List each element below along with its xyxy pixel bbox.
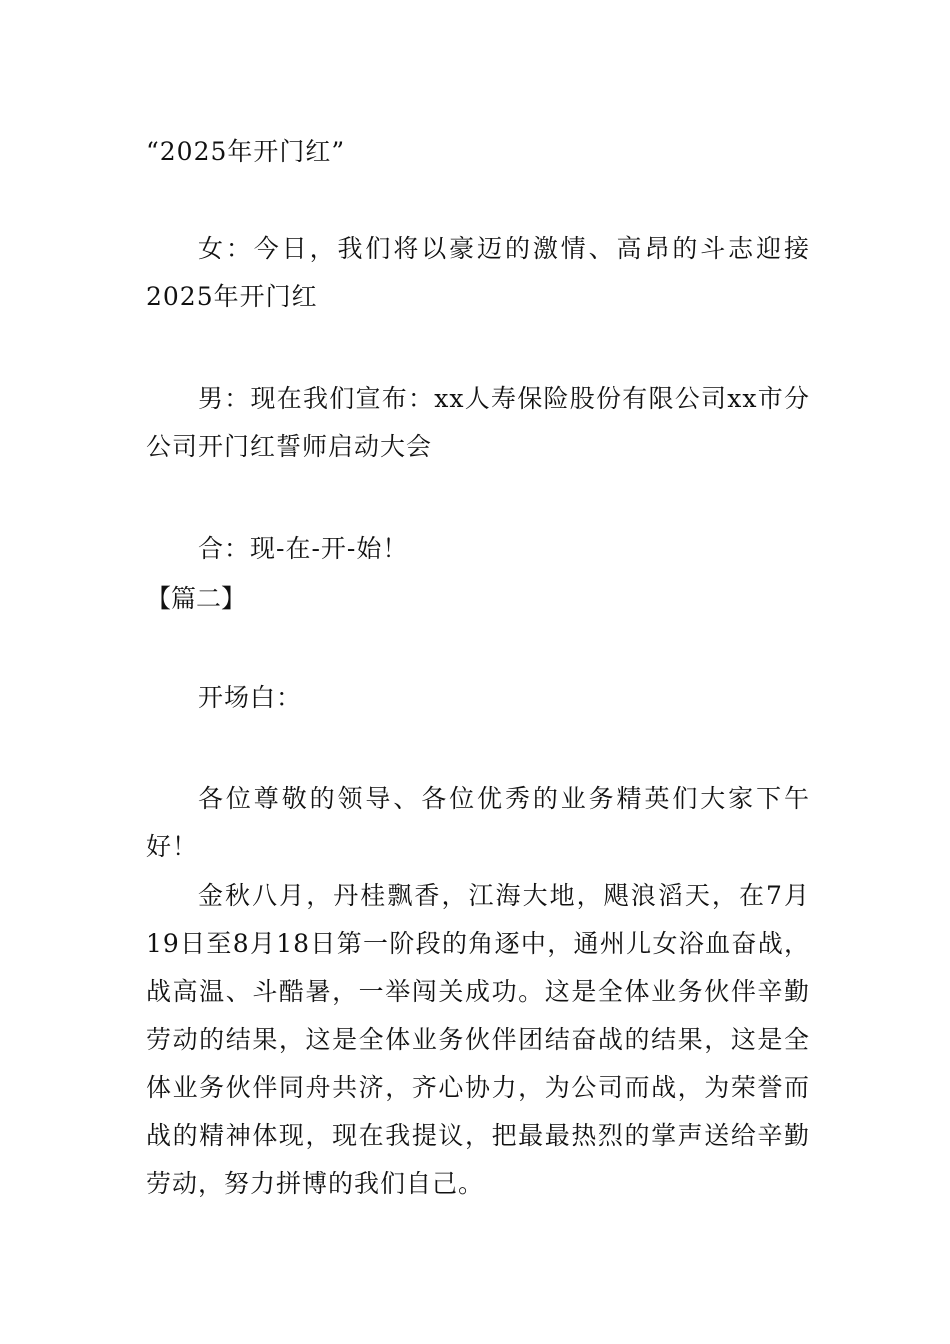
paragraph-body: 金秋八月，丹桂飘香，江海大地，飓浪滔天，在7月19日至8月18日第一阶段的角逐中，通州儿女浴血奋战，战高温、斗酷暑，一举闯关成功。这是全体业务伙伴辛勤劳动的结果，这是全体业务伙伴团结奋战的结果，这是全体业务伙伴同舟共济，齐心协力，为公司而战，为荣誉而战的精神体现，现在我提议，把最最热烈的掌声送给辛勤劳动，努力拼博的我们自己。 <box>146 881 810 1198</box>
paragraph-female-host: 女：今日，我们将以豪迈的激情、高昂的斗志迎接2025年开门红 <box>146 234 810 311</box>
paragraph-opening-label: 开场白： <box>198 683 303 712</box>
paragraph-greeting: 各位尊敬的领导、各位优秀的业务精英们大家下午好！ <box>146 784 810 861</box>
title-line: “2025年开门红” <box>146 137 346 166</box>
section-heading: 【篇二】 <box>146 584 247 613</box>
paragraph-male-host: 男：现在我们宣布：xx人寿保险股份有限公司xx市分公司开门红誓师启动大会 <box>146 384 810 461</box>
paragraph-together: 合：现-在-开-始！ <box>198 534 409 563</box>
